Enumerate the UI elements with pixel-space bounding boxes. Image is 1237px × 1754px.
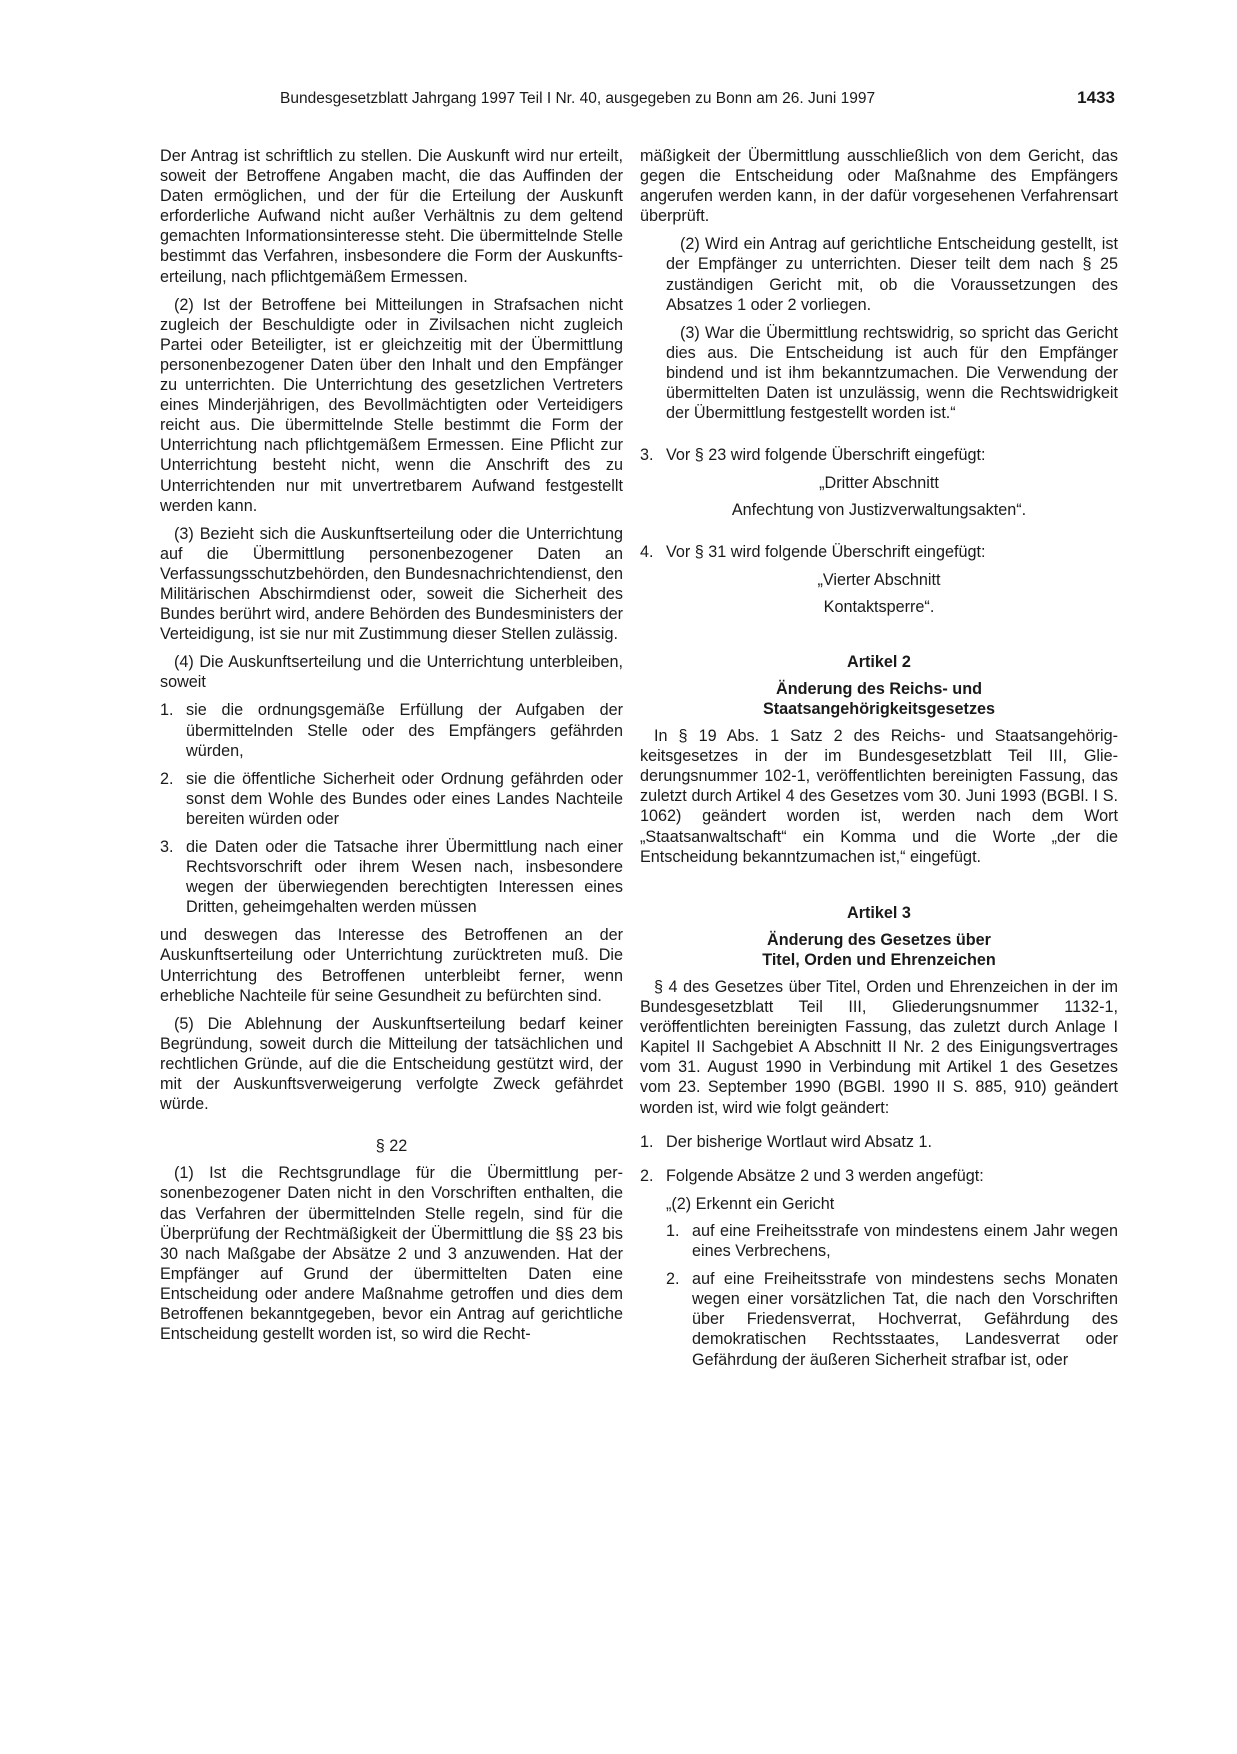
- list-item: [640, 445, 1118, 465]
- paragraph: (4) Die Auskunftserteilung und die Unterrichtung unterbleiben, soweit: [160, 653, 623, 692]
- article-title: Artikel 2: [847, 652, 911, 671]
- inserted-heading: „Vierter Abschnitt: [817, 570, 941, 589]
- inserted-heading: Anfechtung von Justizverwaltungsakten“.: [731, 501, 1027, 520]
- article-heading: Änderung des Gesetzes über: [767, 930, 991, 949]
- list-text: auf eine Freiheitsstrafe von mindestens einem Jahr wegen eines Verbrechens,: [692, 1221, 1118, 1261]
- list-text: Der bisherige Wortlaut wird Absatz 1.: [666, 1132, 933, 1151]
- list-item: [160, 769, 623, 829]
- list-text: auf eine Freiheitsstrafe von mindestens sechs Monaten wegen einer vorsätzlichen Tat, die nach den Vorschriften über Friedensverrat, Hochverrat, Gefährdung des demokratischen Rechtsstaates, Landesverrat oder Gefährdung der äußeren Sicherheit strafbar ist, oder: [692, 1270, 1118, 1369]
- list-number: 1.: [640, 1132, 654, 1151]
- paragraph: und deswegen das Interesse des Betroffenen an der Auskunftserteilung oder Unterrichtung zurücktreten muß. Die Unterrichtung des Betroffenen unterbleibt ferner, wenn erhebliche Nachteile für seine Gesundheit zu befürchten sind.: [160, 926, 623, 1005]
- right-column: [640, 146, 1118, 1378]
- paragraph: Der Antrag ist schriftlich zu stellen. Die Auskunft wird nur erteilt, soweit der Betroffene Angaben macht, die das Auffinden der Daten ermöglichen, und der für die Erteilung der Auskunft erforderliche Aufwand nicht außer Verhältnis zu dem geltend gemachten Informationsinteresse steht. Die übermittelnde Stelle bestimmt das Verfahren, insbesondere die Form der Auskunftserteilung, nach pflichtgemäßem Ermessen.: [160, 147, 623, 286]
- section-heading: § 22: [375, 1137, 408, 1156]
- paragraph: (3) War die Übermittlung rechtswidrig, so spricht das Gericht dies aus. Die Entscheidung ist auch für den Empfänger bindend und ist ihm bekanntzumachen. Die Verwendung der übermittelten Daten ist unzulässig, wenn die Rechtswidrigkeit der Übermittlung festgestellt worden ist.“: [666, 323, 1118, 423]
- running-header: Bundesgesetzblatt Jahrgang 1997 Teil I Nr. 40, ausgegeben zu Bonn am 26. Juni 1997: [280, 90, 876, 107]
- article-heading: Staatsangehörigkeitsgesetzes: [762, 699, 996, 718]
- quoted-text: „(2) Erkennt ein Gericht: [666, 1194, 835, 1213]
- inserted-heading: „Dritter Abschnitt: [819, 474, 939, 493]
- inserted-heading: Kontaktsperre“.: [823, 597, 935, 616]
- paragraph: (3) Bezieht sich die Auskunftserteilung oder die Unterrichtung auf die Übermittlung personenbezogener Daten an Verfassungsschutzbehörden, den Bundesnachrichtendienst, den Militärischen Abschirmdienst oder, soweit die Sicherheit des Bundes berührt wird, andere Behörden des Bundesministers der Verteidigung, ist sie nur mit Zustimmung dieser Stellen zulässig.: [160, 524, 623, 644]
- paragraph: (5) Die Ablehnung der Auskunftserteilung bedarf keiner Begründung, soweit durch die Mitteilung der tatsächlichen und rechtlichen Gründe, auf die die Entscheidung gestützt wird, der mit der Auskunftsverweigerung verfolgte Zweck gefährdet würde.: [160, 1014, 623, 1114]
- list-number: 3.: [160, 838, 174, 856]
- left-column: [160, 146, 623, 1352]
- paragraph: (2) Wird ein Antrag auf gerichtliche Entscheidung gestellt, ist der Empfänger zu unterrichten. Dieser teilt dem nach § 25 zuständigen Gericht mit, ob die Voraussetzungen des Absatzes 1 oder 2 vorliegen.: [666, 235, 1118, 314]
- list-item: [160, 700, 623, 760]
- paragraph: (1) Ist die Rechtsgrundlage für die Übermittlung personenbezogener Daten nicht in den Vorschriften enthalten, die das Verfahren der übermittelnden Stelle regeln, sind für die Überprüfung der Rechtmäßigkeit der Übermittlung die §§ 23 bis 30 nach Maßgabe der Absätze 2 und 3 anzuwenden. Hat der Empfänger auf Grund der übermittelten Daten eine Entscheidung oder andere Maßnahme getroffen und dies dem Betroffenen bekanntgegeben, bevor ein Antrag auf gerichtliche Entscheidung gestellt worden ist, so wird die Recht-: [160, 1164, 623, 1344]
- list-number: 4.: [640, 542, 654, 561]
- article-title: Artikel 3: [847, 903, 911, 922]
- list-text: sie die öffentliche Sicherheit oder Ordnung gefährden oder sonst dem Wohle des Bundes oder eines Landes Nachteile bereiten würden oder: [186, 769, 623, 828]
- list-number: 1.: [160, 701, 174, 720]
- list-number: 2.: [666, 1270, 680, 1289]
- list-item: [666, 1221, 1118, 1261]
- paragraph: § 4 des Gesetzes über Titel, Orden und Ehrenzeichen in der im Bundesgesetzblatt Teil III, Gliederungsnummer 1132-1, veröffentlichten bereinigten Fassung, das zuletzt durch Anlage I Kapitel II Sachgebiet A Abschnitt II Nr. 2 des Einigungsvertrages vom 31. August 1990 in Verbindung mit Artikel 1 des Gesetzes vom 23. September 1990 (BGBl. 1990 II S. 885, 910) geändert worden ist, wird wie folgt geändert:: [640, 978, 1118, 1117]
- page-number: 1433: [1077, 88, 1115, 107]
- list-text: die Daten oder die Tatsache ihrer Übermittlung nach einer Rechtsvorschrift oder ihrem Wesen nach, insbesondere wegen der überwiegenden berechtigten Interessen eines Dritten, geheimgehalten werden müssen: [186, 838, 623, 917]
- list-item: [666, 1269, 1118, 1369]
- list-item: [640, 1132, 1118, 1152]
- list-number: 2.: [160, 769, 174, 788]
- list-text: Vor § 23 wird folgende Überschrift eingefügt:: [666, 446, 986, 465]
- article-heading: Änderung des Reichs- und: [776, 679, 982, 698]
- list-text: Folgende Absätze 2 und 3 werden angefügt:: [666, 1166, 984, 1185]
- list-text: sie die ordnungsgemäße Erfüllung der Aufgaben der übermittelnden Stelle oder des Empfängers gefährden würden,: [186, 701, 623, 760]
- list-item: [640, 1166, 1118, 1186]
- paragraph: (2) Ist der Betroffene bei Mitteilungen in Strafsachen nicht zugleich der Beschuldigte oder in Zivilsachen nicht zugleich Partei oder Beteiligter, ist er gleichzeitig mit der Übermittlung personenbezogener Daten über den Inhalt und den Empfänger zu unterrichten. Die Unterrichtung des gesetzlichen Vertreters eines Minderjährigen, des Bevollmächtigten oder Verteidigers reicht aus. Die übermittelnde Stelle bestimmt die Form der Unterrichtung nach pflichtgemäßem Ermessen. Eine Pflicht zur Unterrichtung besteht nicht, wenn die Anschrift des zu Unterrichtenden nur mit unvertretbarem Aufwand festgestellt werden kann.: [160, 295, 623, 515]
- list-item: [160, 837, 623, 917]
- article-heading: Titel, Orden und Ehrenzeichen: [762, 950, 996, 969]
- list-number: 1.: [666, 1221, 680, 1240]
- list-text: Vor § 31 wird folgende Überschrift eingefügt:: [666, 542, 986, 561]
- list-number: 3.: [640, 446, 654, 465]
- paragraph: In § 19 Abs. 1 Satz 2 des Reichs- und Staatsangehörigkeitsgesetzes in der im Bundesgesetzblatt Teil III, Gliederungsnummer 102-1, veröffentlichten bereinigten Fassung, das zuletzt durch Artikel 4 des Gesetzes vom 30. Juni 1993 (BGBl. I S. 1062) geändert worden ist, werden nach dem Wort „Staatsanwaltschaft“ ein Komma und die Worte „der die Entscheidung bekanntzumachen ist,“ eingefügt.: [640, 727, 1118, 866]
- paragraph: mäßigkeit der Übermittlung ausschließlich von dem Gericht, das gegen die Entscheidung oder Maßnahme des Empfängers angerufen werden kann, in der dafür vorgesehenen Verfahrensart überprüft.: [640, 147, 1118, 226]
- list-number: 2.: [640, 1166, 654, 1185]
- list-item: [640, 542, 1118, 562]
- page-header: [160, 88, 1115, 112]
